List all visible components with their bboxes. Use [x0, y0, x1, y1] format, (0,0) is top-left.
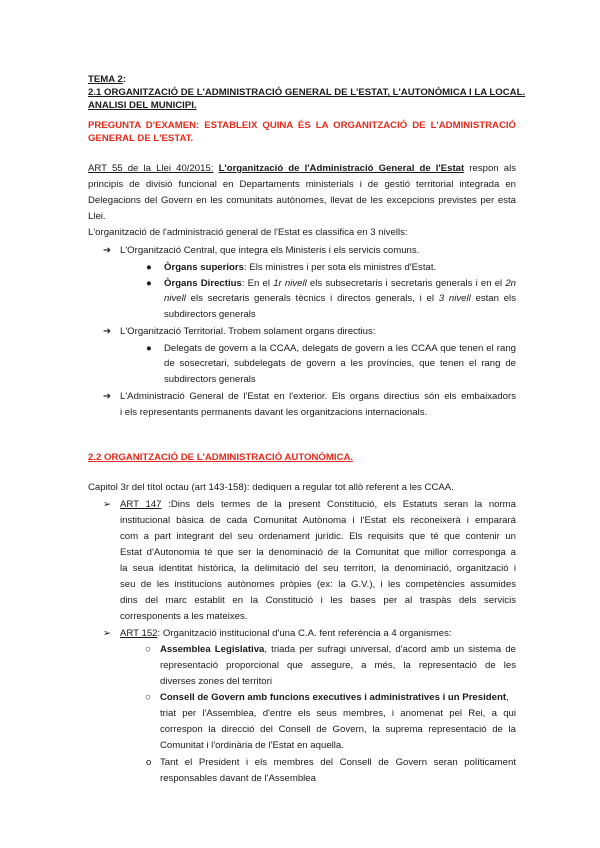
level-central: L'Organització Central, que integra els Ministeris i els servicis comuns. — [120, 245, 420, 256]
bullet-icon: ● — [146, 262, 152, 273]
art147-line-6: seu de les institucions autònomes pròpies (ex: la G.V.), i les competències assumides — [120, 579, 516, 590]
art152-line-1: ART 152: Organització institucional d'una C.A. fent referència a 4 organismes: — [120, 628, 452, 639]
art147-line-2: institucional bàsica de cada Comunitat Autònoma i l'Estat els reconeixerà i emparará — [120, 515, 516, 526]
letter-o-bullet: o — [146, 757, 152, 768]
delegats-line-2: de sosecretari, subdelegats de govern a les províncies, que tenen el rang de — [164, 358, 516, 369]
consell-line-3: correspon la direcció del Consell de Govern, la suprema representació de la — [160, 724, 516, 735]
organs-directius-line-3: subdirectors generals — [164, 309, 256, 320]
art55-line-1: ART 55 de la Llei 40/2015: L'organització de l'Administració General de l'Estat respon als — [88, 163, 516, 174]
levels-intro: L'organització de l'administració general de l'Estat es classifica en 3 nivells: — [88, 227, 408, 238]
president-line-1: Tant el President i els membres del Consell de Govern seran políticament — [160, 757, 516, 768]
section-2-1-heading-cont: ANALISI DEL MUNICIPI. — [88, 100, 197, 111]
exam-question-cont: GENERAL DE L'ESTAT. — [88, 133, 194, 144]
consell-line-1: Consell de Govern amb funcions executives i administratives i un President, — [160, 692, 509, 703]
assemblea-line-1: Assemblea Legislativa, triada per sufragi universal, d'acord amb un sistema de — [160, 644, 516, 655]
level-exterior-line-2: i els representants permanents davant les organitzacions internacionals. — [120, 407, 428, 418]
organs-directius-line-1: Òrgans Directius: En el 1r nivell els subsecretaris i secretaris generals i en el 2n — [164, 278, 517, 289]
president-line-2: responsables davant de l'Assemblea — [160, 773, 316, 784]
delegats-line-1: Delegats de govern a la CCAA, delegats de govern a les CCAA que tenen el rang — [164, 343, 516, 354]
arrow-icon: ➔ — [103, 326, 112, 337]
assemblea-line-2: representació proporcional que assegure, a més, la representació de les — [160, 660, 516, 671]
topic-heading: TEMA 2: — [88, 74, 127, 85]
level-territorial: L'Organització Territorial. Trobem solament organs directius: — [120, 326, 376, 337]
section-2-2-heading: 2.2 ORGANITZACIÓ DE L'ADMINISTRACIÓ AUTONÒMICA. — [88, 452, 354, 463]
arrow-icon: ➔ — [103, 245, 112, 256]
art147-line-5: la seua identitat històrica, la delimitació del seu territori, la denominació, organització i — [120, 563, 516, 574]
circle-bullet-icon: ○ — [145, 692, 151, 703]
level-exterior-line-1: L'Administració General de l'Estat en l'exterior. Els organs directius són els embaixadors — [120, 391, 516, 402]
section-2-2-intro: Capitol 3r del títol octau (art 143-158): dediquen a regular tot allò referent a les CCAA. — [88, 482, 454, 493]
organs-superiors: Òrgans superiors: Els ministres i per sota els ministres d'Estat. — [164, 262, 437, 273]
art147-line-7: dins del marc establit en la Constitució i les bases per al traspàs dels servicis — [120, 595, 516, 606]
art55-line-3: Delegacions del Govern en les comunitats autònomes, llevat de les excepcions previstes per esta — [88, 195, 516, 206]
assemblea-line-3: diverses zones del territori — [160, 676, 272, 687]
chevron-icon: ➢ — [103, 628, 112, 639]
circle-bullet-icon: ○ — [145, 644, 151, 655]
art55-line-2: principis de divisió funcional en Departaments ministerials i de gestió territorial integrada en — [88, 179, 516, 190]
art147-line-4: Estat d'Autonomia té que ser la denominació de la Comunitat que millor corresponga a — [120, 547, 516, 558]
organs-directius-line-2: nivell els secretaris generals tècnics i directos generals, i el 3 nivell estan els — [164, 293, 516, 304]
consell-line-4: Comunitat i l'ordinària de l'Estat en aquella. — [160, 740, 344, 751]
art147-line-3: com a part integrant del seu ordenament jurídic. Els requisits que té que contenir un — [120, 531, 516, 542]
art55-line-4: Llei. — [88, 211, 106, 222]
bullet-icon: ● — [146, 278, 152, 289]
arrow-icon: ➔ — [103, 391, 112, 402]
section-2-1-heading: 2.1 ORGANITZACIÓ DE L'ADMINISTRACIÓ GENERAL DE L'ESTAT, L'AUTONÒMICA I LA LOCAL. — [88, 87, 526, 98]
art147-line-8: corresponents a les mateixes. — [120, 611, 248, 622]
exam-question: PREGUNTA D'EXAMEN: ESTABLEIX QUINA ÉS LA ORGANITZACIÓ DE L'ADMINISTRACIÓ — [88, 120, 516, 131]
bullet-icon: ● — [146, 343, 152, 354]
chevron-icon: ➢ — [103, 499, 112, 510]
delegats-line-3: subdirectors generals — [164, 374, 256, 385]
consell-line-2: triat per l'Assemblea, d'entre els seus membres, i anomenat pel Rei, a qui — [160, 708, 516, 719]
art147-line-1: ART 147 :Dins dels termes de la present Constitució, els Estatuts seran la norma — [120, 499, 517, 510]
